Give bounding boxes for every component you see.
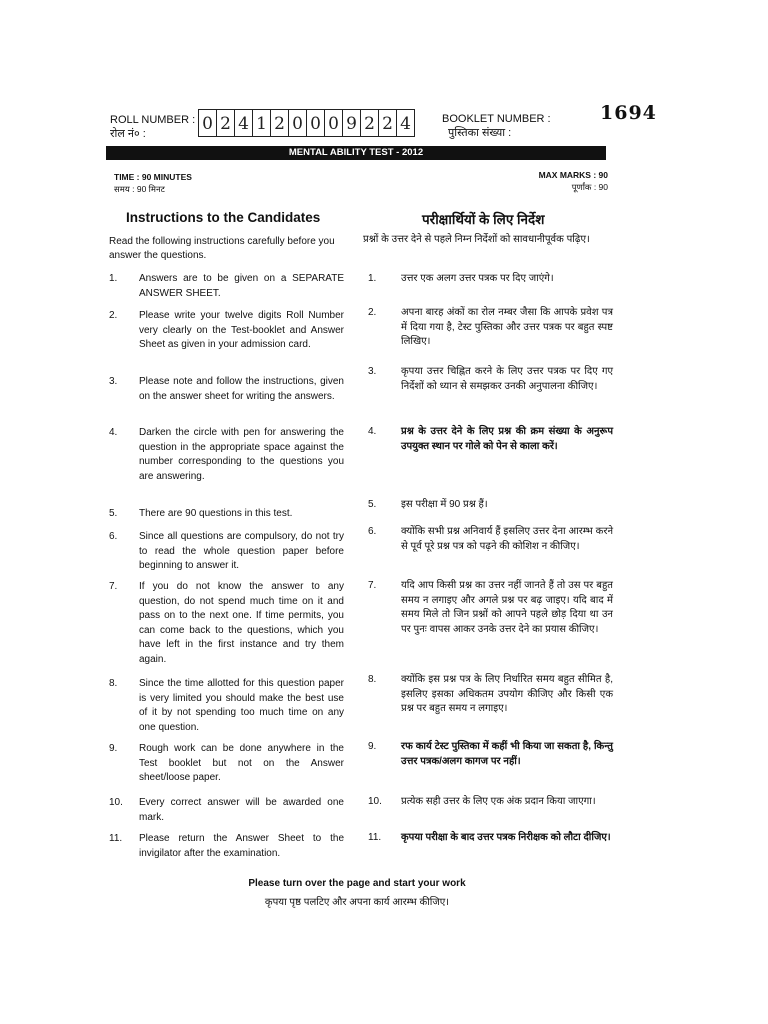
booklet-number: 1694	[600, 102, 657, 124]
footer-english: Please turn over the page and start your work	[248, 878, 466, 889]
booklet-number-label-hi: पुस्तिका संख्या :	[448, 127, 512, 139]
time-hi: समय : 90 मिनट	[114, 184, 165, 194]
time-info	[114, 171, 192, 195]
item-number: 2.	[109, 310, 118, 321]
item-number: 7.	[109, 581, 118, 592]
test-title-bar: MENTAL ABILITY TEST - 2012	[106, 146, 606, 160]
roll-digit: 4	[400, 114, 411, 134]
time-en: TIME : 90 MINUTES	[114, 172, 192, 182]
item-number: 11.	[368, 832, 382, 843]
item-number: 9.	[368, 741, 377, 752]
item-number: 7.	[368, 580, 377, 591]
hindi-heading: परीक्षार्थियों के लिए निर्देश	[422, 212, 545, 227]
item-number: 4.	[368, 426, 377, 437]
item-number: 1.	[368, 273, 377, 284]
roll-digit: 2	[379, 110, 397, 136]
roll-digit: 9	[343, 110, 361, 136]
item-text: यदि आप किसी प्रश्न का उत्तर नहीं जानते हैं तो उस पर बहुत समय न लगाइए और अगले प्रश्न पर बढ़ जाइए। यदि बाद में समय मिले तो जिन प्रश्नों को आपने पहले छोड़ दिया था उन पर पुनः वापस आकर उनके उत्तर देने का प्रयास कीजिए।	[401, 580, 613, 635]
item-text: Darken the circle with pen for answering the question in the appropriate space against the number corresponding to the questions you are answering.	[139, 427, 344, 482]
item-number: 2.	[368, 307, 377, 318]
item-number: 1.	[109, 273, 118, 284]
item-number: 6.	[109, 531, 118, 542]
item-number: 10.	[109, 797, 123, 808]
roll-digit: 2	[217, 110, 235, 136]
item-text: उत्तर एक अलग उत्तर पत्रक पर दिए जाएंगे।	[401, 273, 554, 284]
booklet-number-label	[442, 112, 551, 140]
item-text: इस परीक्षा में 90 प्रश्न हैं।	[401, 499, 488, 510]
roll-digit: 2	[271, 110, 289, 136]
item-text: प्रत्येक सही उत्तर के लिए एक अंक प्रदान किया जाएगा।	[401, 796, 596, 807]
item-text: Rough work can be done anywhere in the Test booklet but not on the Answer sheet/loose paper.	[139, 743, 344, 783]
item-number: 8.	[109, 678, 118, 689]
item-number: 3.	[109, 376, 118, 387]
item-text: कृपया उत्तर चिह्नित करने के लिए उत्तर पत्रक पर दिए गए निर्देशों को ध्यान से समझकर उनकी अनुपालना कीजिए।	[401, 366, 613, 392]
item-text: Please note and follow the instructions, given on the answer sheet for writing the answers.	[139, 376, 344, 402]
instruction-sheet	[92, 88, 672, 928]
roll-number-label-hi: रोल नं० :	[110, 128, 146, 140]
item-text: Since all questions are compulsory, do not try to read the whole question paper before beginning to answer it.	[139, 531, 344, 571]
item-text: रफ कार्य टेस्ट पुस्तिका में कहीं भी किया जा सकता है, किन्तु उत्तर पत्रक/अलग कागज पर नहीं।	[401, 741, 613, 767]
item-number: 3.	[368, 366, 377, 377]
roll-digit: 0	[307, 110, 325, 136]
item-text: अपना बारह अंकों का रोल नम्बर जैसा कि आपके प्रवेश पत्र में दिया गया है, टेस्ट पुस्तिका और उत्तर पत्रक पर बहुत स्पष्ट लिखिए।	[401, 307, 613, 347]
item-text: Please write your twelve digits Roll Number very clearly on the Test-booklet and Answer Sheet as given in your admission card.	[139, 310, 344, 350]
roll-digit: 0	[325, 110, 343, 136]
roll-digit: 1	[253, 110, 271, 136]
roll-number-boxes	[198, 109, 415, 137]
roll-digit: 4	[235, 110, 253, 136]
item-number: 8.	[368, 674, 377, 685]
roll-digit: 0	[199, 110, 217, 136]
marks-en: MAX MARKS : 90	[538, 170, 608, 180]
roll-number-label-en: ROLL NUMBER :	[110, 114, 196, 126]
item-text: प्रश्न के उत्तर देने के लिए प्रश्न की क्रम संख्या के अनुरूप उपयुक्त स्थान पर गोले को पेन से काला करें।	[401, 426, 613, 452]
item-text: कृपया परीक्षा के बाद उत्तर पत्रक निरीक्षक को लौटा दीजिए।	[401, 832, 611, 843]
item-number: 5.	[368, 499, 377, 510]
item-number: 5.	[109, 508, 118, 519]
item-number: 6.	[368, 526, 377, 537]
roll-digit: 0	[289, 110, 307, 136]
roll-digit: 2	[361, 110, 379, 136]
item-text: There are 90 questions in this test.	[139, 508, 293, 519]
item-number: 11.	[109, 833, 123, 844]
item-number: 10.	[368, 796, 382, 807]
english-heading: Instructions to the Candidates	[126, 210, 321, 225]
item-text: Please return the Answer Sheet to the invigilator after the examination.	[139, 833, 344, 859]
footer-hindi: कृपया पृष्ठ पलटिए और अपना कार्य आरम्भ कीजिए।	[264, 897, 450, 908]
item-text: क्योंकि सभी प्रश्न अनिवार्य हैं इसलिए उत्तर देना आरम्भ करने से पूर्व पूरे प्रश्न पत्र को पढ़ने की कोशिश न कीजिए।	[401, 526, 613, 552]
roll-number-label	[110, 113, 195, 141]
item-number: 4.	[109, 427, 118, 438]
english-intro: Read the following instructions carefully before you answer the questions.	[109, 236, 335, 261]
marks-info	[502, 169, 608, 193]
item-text: Answers are to be given on a SEPARATE ANSWER SHEET.	[139, 273, 344, 299]
item-text: If you do not know the answer to any question, do not spend much time on it and pass on to the next one. If time permits, you can come back to the questions, which you have left in the first instance and try them again.	[139, 581, 344, 665]
item-number: 9.	[109, 743, 118, 754]
item-text: क्योंकि इस प्रश्न पत्र के लिए निर्धारित समय बहुत सीमित है, इसलिए इसका अधिकतम उपयोग कीजिए और किसी एक प्रश्न पर बहुत समय न लगाइए।	[401, 674, 613, 714]
item-text: Since the time allotted for this question paper is very limited you should make the best use of it by not spending too much time on any one question.	[139, 678, 344, 733]
marks-hi: पूर्णांक : 90	[571, 182, 608, 192]
item-text: Every correct answer will be awarded one mark.	[139, 797, 344, 823]
hindi-intro: प्रश्नों के उत्तर देने से पहले निम्न निर्देशों को सावधानीपूर्वक पढ़िए।	[363, 234, 590, 245]
booklet-number-label-en: BOOKLET NUMBER :	[442, 113, 551, 125]
